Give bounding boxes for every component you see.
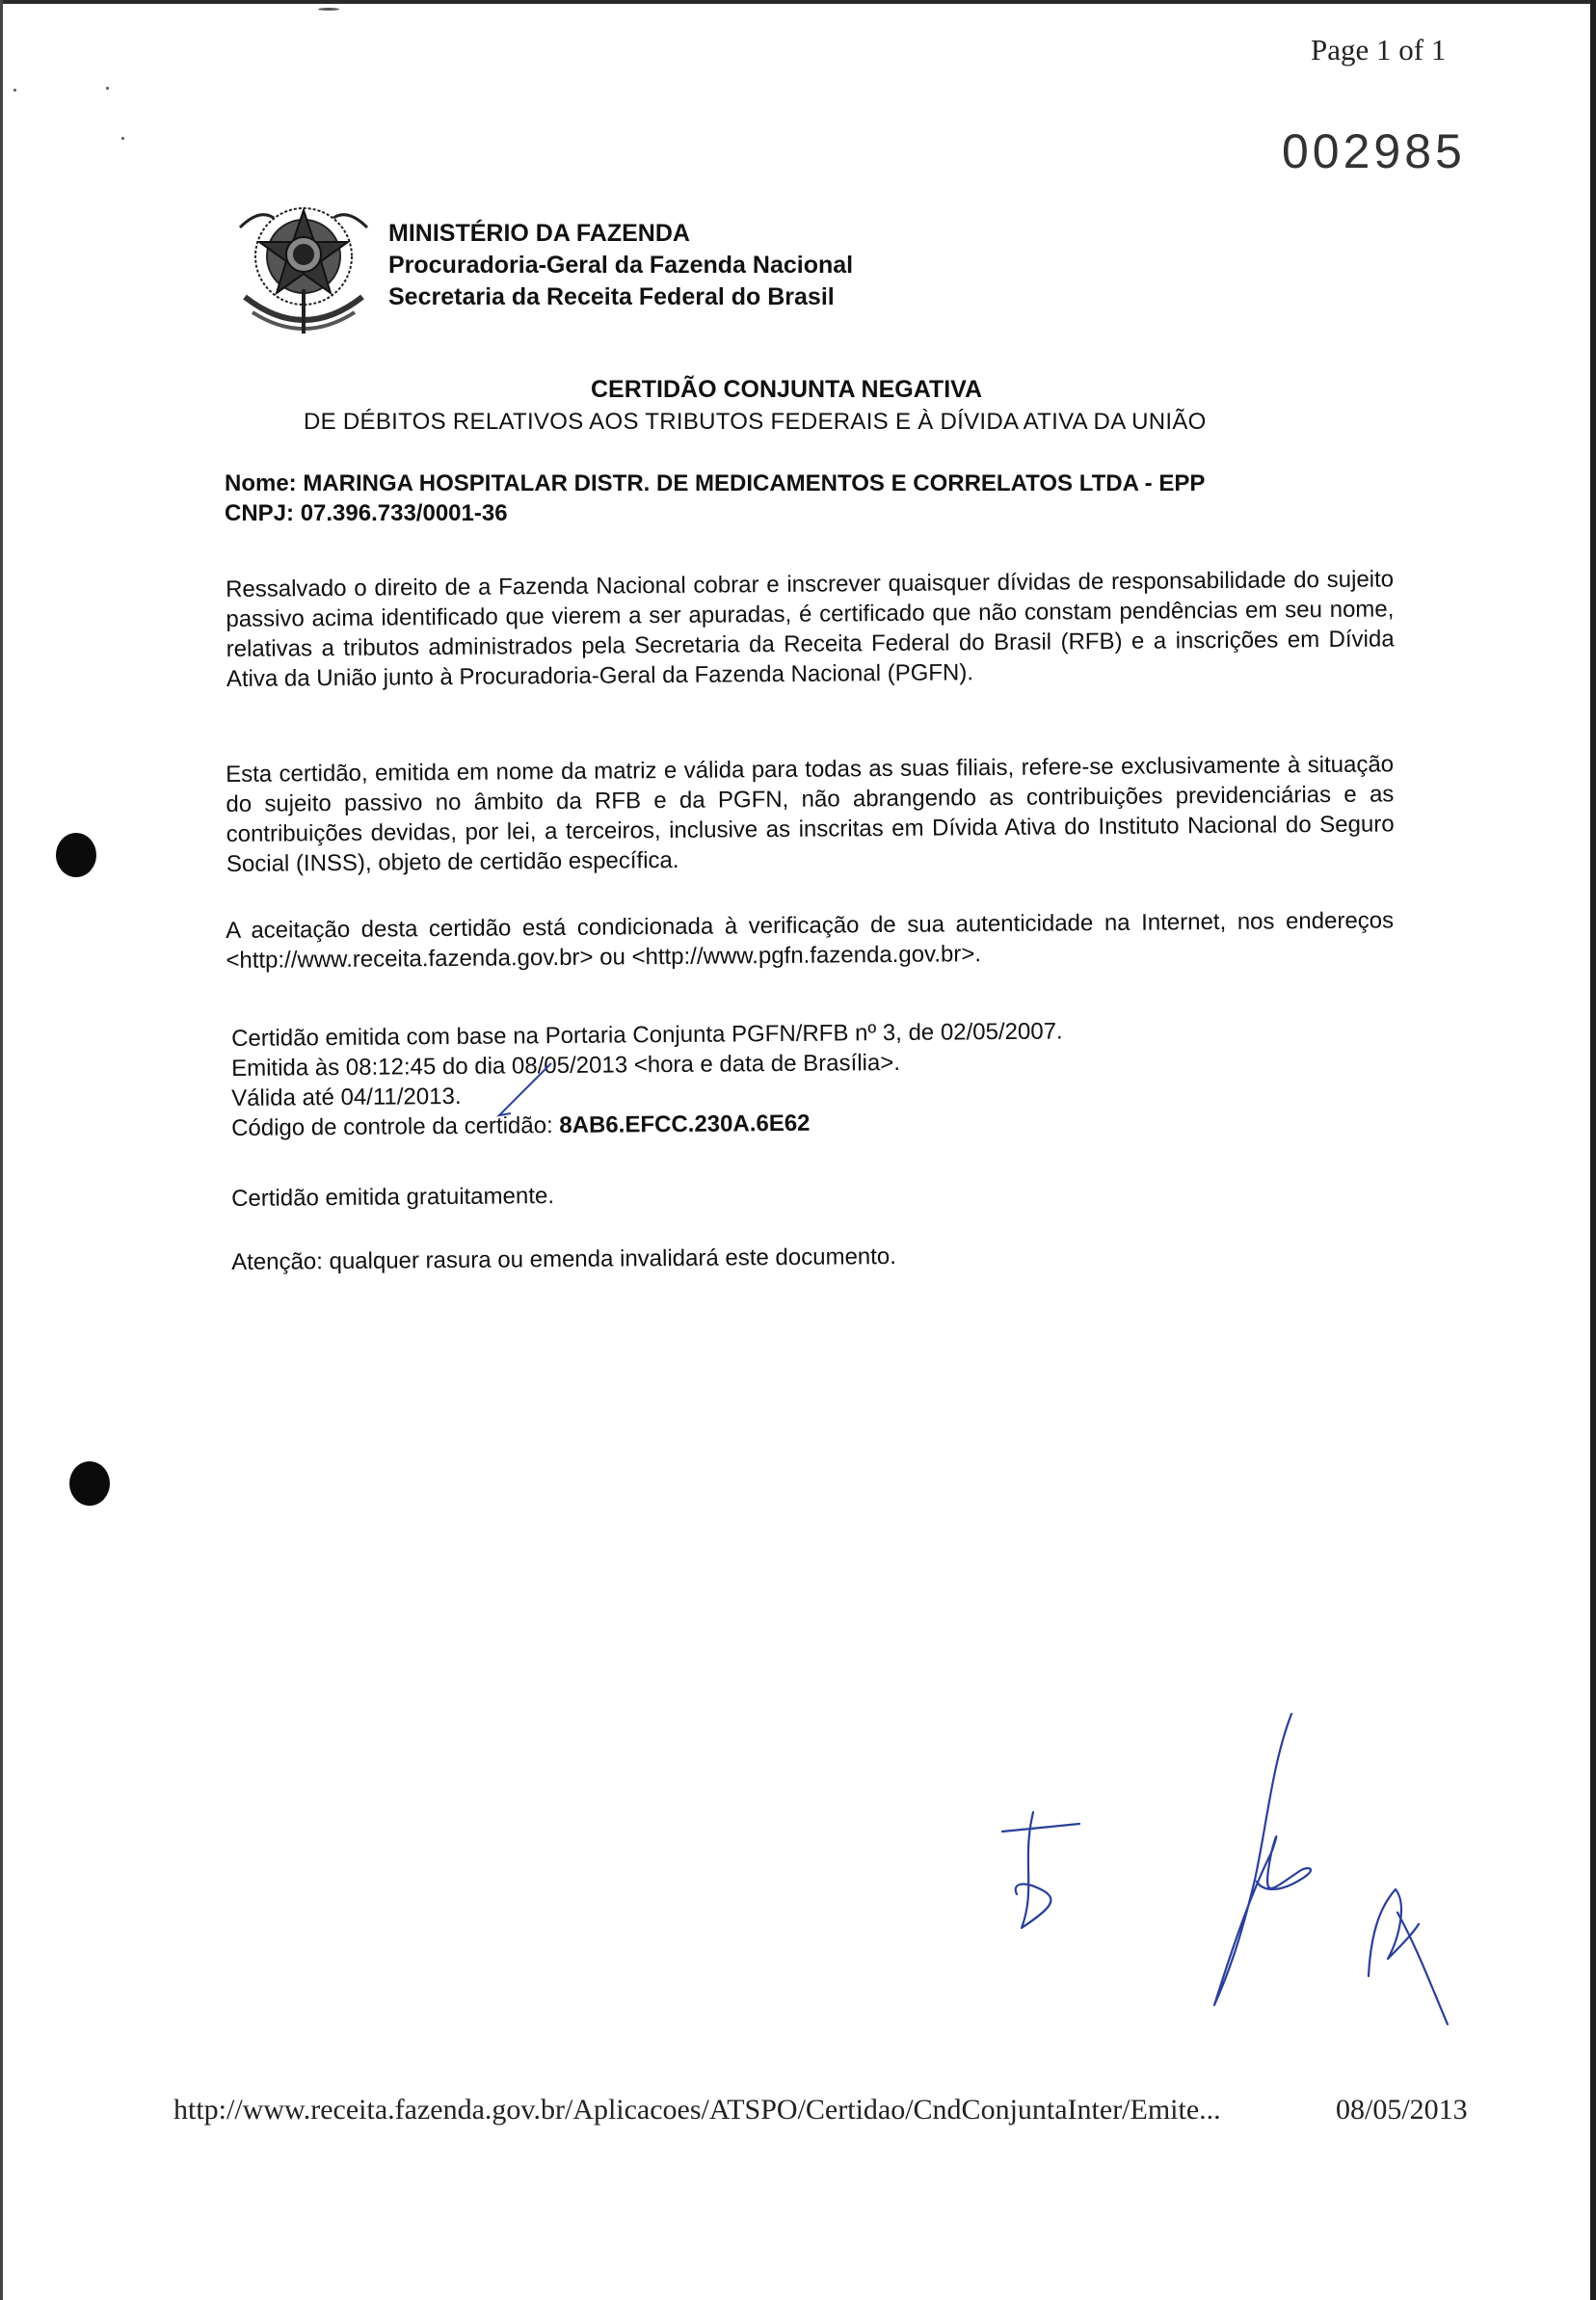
paragraph-aceitacao: A aceitação desta certidão está condicionada à verificação de sua autenticidade na Internet, nos endereços <http://www.receita.fazenda.gov.br> ou <http://www.pgfn.fazenda.gov.br>.	[226, 907, 1395, 974]
scan-speck	[13, 89, 16, 92]
stamp-number: 002985	[1282, 124, 1466, 178]
cnpj-row	[225, 498, 1205, 528]
secretaria-name: Secretaria da Receita Federal do Brasil	[388, 283, 835, 310]
scan-edge-right	[1590, 0, 1596, 2300]
footer-url: http://www.receita.fazenda.gov.br/Aplicacoes/ATSPO/Certidao/CndConjuntaInter/Emite...	[173, 2094, 1221, 2126]
scan-edge-left	[0, 0, 3, 2300]
scan-edge-top	[0, 0, 1596, 4]
valida-line: Válida até 04/11/2013.	[231, 1083, 462, 1111]
gratuita-line: Certidão emitida gratuitamente.	[231, 1183, 555, 1212]
pen-check-mark-icon	[490, 1057, 557, 1125]
handwritten-signature-icon	[983, 1706, 1484, 2053]
codigo-label: Código de controle da certidão:	[231, 1112, 553, 1141]
codigo-value: 8AB6.EFCC.230A.6E62	[559, 1110, 811, 1139]
cnpj-value: 07.396.733/0001-36	[300, 500, 508, 526]
taxpayer-identification	[225, 468, 1205, 528]
coat-of-arms-icon	[235, 189, 372, 341]
atencao-line: Atenção: qualquer rasura ou emenda invalidará este documento.	[231, 1243, 897, 1275]
nome-label: Nome:	[225, 470, 297, 496]
page-label: Page 1 of 1	[1311, 33, 1447, 67]
paragraph-esta-certidao: Esta certidão, emitida em nome da matriz e válida para todas as suas filiais, refere-se exclusivamente à situação do sujeito passivo no âmbito da RFB e da PGFN, não abrangendo as contribuições previdenciárias e as contribuições devidas, por lei, a terceiros, inclusive as inscritas em Dívida Ativa do Instituto Nacional do Seguro Social (INSS), objeto de certidão específica.	[226, 751, 1395, 877]
paragraph-ressalvado: Ressalvado o direito de a Fazenda Nacional cobrar e inscrever quaisquer dívidas de responsabilidade do sujeito passivo acima identificado que vierem a ser apuradas, é certificado que não constam pendências em seu nome, relativas a tributos administrados pela Secretaria da Receita Federal do Brasil (RFB) e a inscrições em Dívida Ativa da União junto à Procuradoria-Geral da Fazenda Nacional (PGFN).	[226, 566, 1395, 692]
portaria-line: Certidão emitida com base na Portaria Conjunta PGFN/RFB nº 3, de 02/05/2007.	[231, 1018, 1063, 1052]
ministry-name: MINISTÉRIO DA FAZENDA	[388, 220, 690, 247]
nome-value: MARINGA HOSPITALAR DISTR. DE MEDICAMENTOS E CORRELATOS LTDA - EPP	[303, 470, 1206, 496]
emitida-line: Emitida às 08:12:45 do dia 08/05/2013 <hora e data de Brasília>.	[231, 1049, 901, 1082]
title-sub: DE DÉBITOS RELATIVOS AOS TRIBUTOS FEDERAIS E À DÍVIDA ATIVA DA UNIÃO	[304, 409, 1207, 435]
punch-hole	[56, 833, 96, 877]
issuer-header	[388, 218, 853, 313]
footer-date: 08/05/2013	[1336, 2094, 1468, 2126]
title-main: CERTIDÃO CONJUNTA NEGATIVA	[591, 376, 983, 403]
scan-speck	[121, 137, 124, 140]
scan-speck	[318, 8, 339, 11]
procuradoria-name: Procuradoria-Geral da Fazenda Nacional	[388, 252, 854, 279]
nome-row	[225, 468, 1205, 498]
cnpj-label: CNPJ:	[225, 500, 295, 526]
punch-hole	[69, 1461, 110, 1506]
scan-speck	[106, 87, 109, 90]
